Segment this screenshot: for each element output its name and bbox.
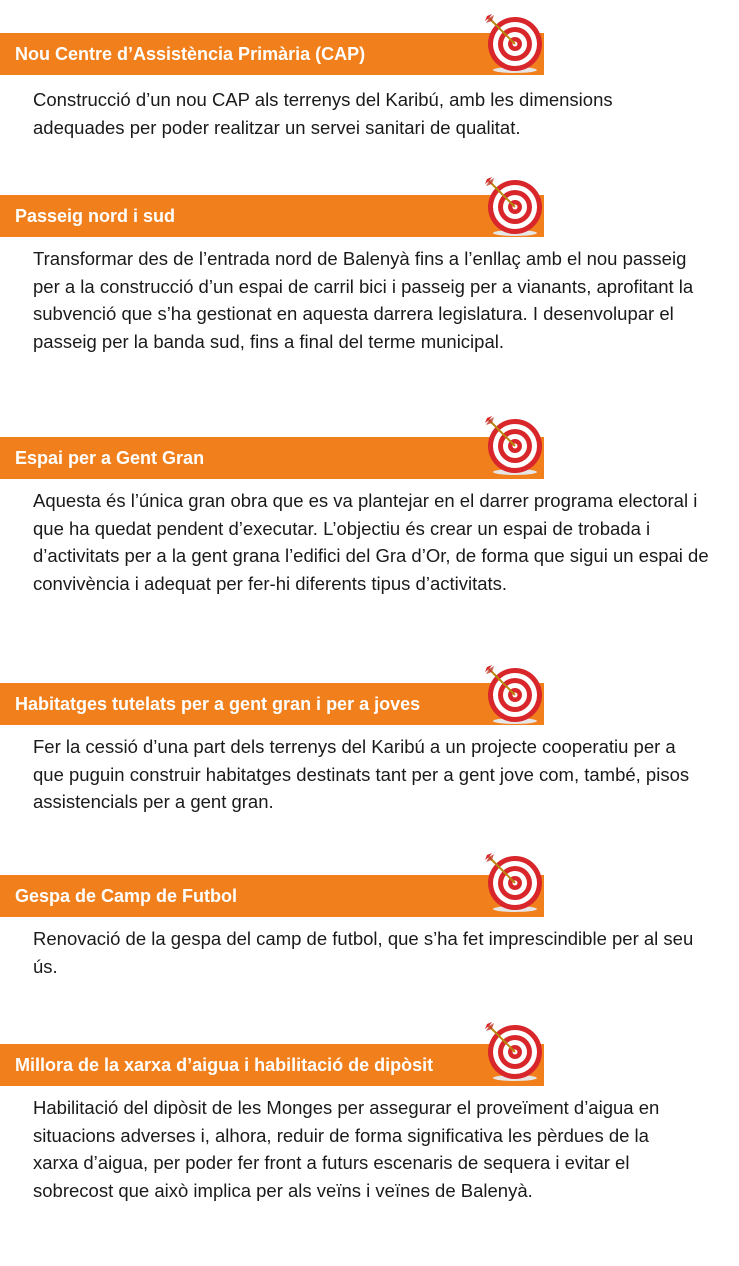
section-title: Gespa de Camp de Futbol	[0, 875, 544, 917]
target-icon	[483, 12, 545, 74]
target-icon	[483, 414, 545, 476]
section-title: Millora de la xarxa d’aigua i habilitació de dipòsit	[0, 1044, 544, 1086]
target-icon	[483, 1020, 545, 1082]
section-text: Habilitació del dipòsit de les Monges per assegurar el proveïment d’aigua en situacions adverses i, alhora, reduir de forma significativa les pèrdues de la xarxa d’aigua, per poder fer front a futurs escenaris de sequera i evitar el sobrecost que això implica per als veïns i veïnes de Balenyà.	[33, 1097, 660, 1201]
section-title: Passeig nord i sud	[0, 195, 544, 237]
section-text: Aquesta és l’única gran obra que es va plantejar en el darrer programa electoral i que ha quedat pendent d’executar. L’objectiu és crear un espai de trobada i d’activitats per a la gent grana l’edifici del Gra d’Or, de forma que sigui un espai de convivència i adequat per fer-hi diferents tipus d’activitats.	[33, 490, 709, 594]
target-icon	[483, 663, 545, 725]
section-text: Transformar des de l’entrada nord de Balenyà fins a l’enllaç amb el nou passeig per a la construcció d’un espai de carril bici i passeig per a vianants, aprofitant la subvenció que s’ha gestionat en aquesta darrera legislatura. I desenvolupar el passeig per la banda sud, fins a final del terme municipal.	[33, 248, 694, 352]
section-title: Nou Centre d’Assistència Primària (CAP)	[0, 33, 544, 75]
target-icon	[483, 175, 545, 237]
section-title: Espai per a Gent Gran	[0, 437, 544, 479]
section-text: Fer la cessió d’una part dels terrenys del Karibú a un projecte cooperatiu per a que puguin construir habitatges destinats tant per a gent jove com, també, pisos assistencials per a gent gran.	[33, 736, 690, 812]
section-title: Habitatges tutelats per a gent gran i per a joves	[0, 683, 544, 725]
section-text: Construcció d’un nou CAP als terrenys del Karibú, amb les dimensions adequades per poder realitzar un servei sanitari de qualitat.	[33, 89, 613, 138]
target-icon	[483, 851, 545, 913]
section-text: Renovació de la gespa del camp de futbol, que s’ha fet imprescindible per al seu ús.	[33, 928, 694, 977]
